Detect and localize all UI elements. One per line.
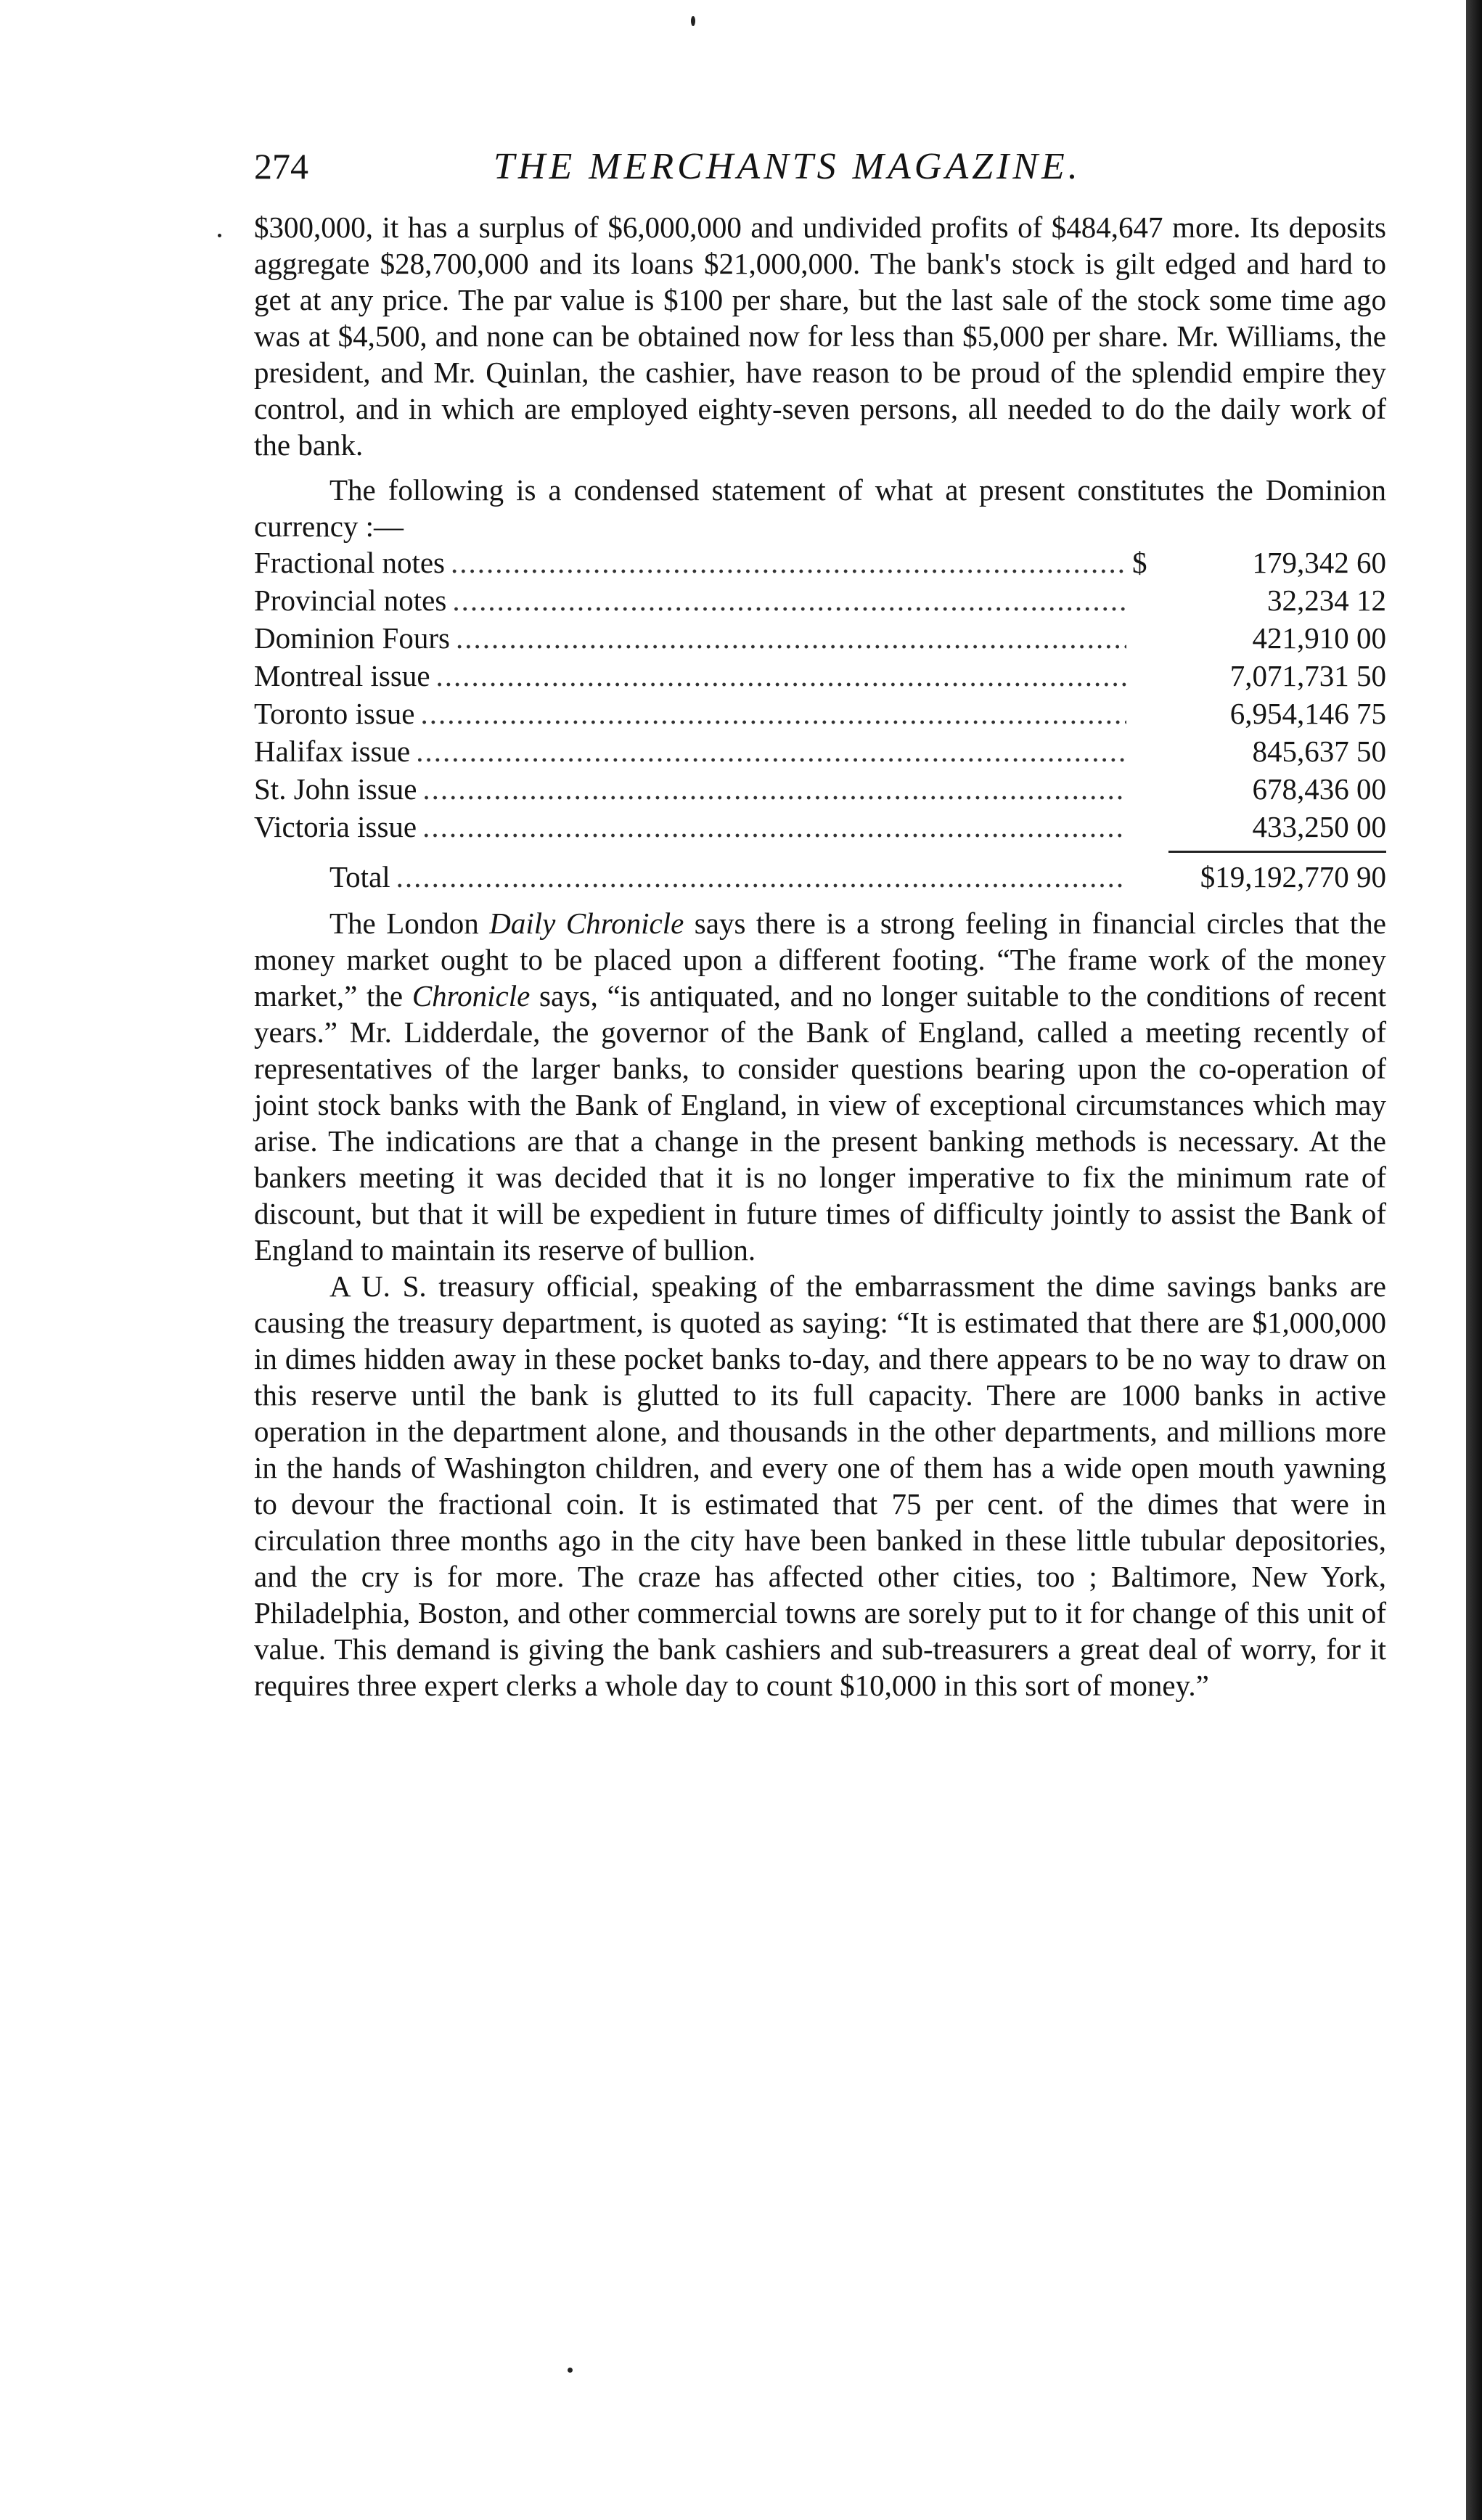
row-amount: 678,436 00 xyxy=(1252,772,1386,806)
row-amount: 179,342 60 xyxy=(1252,546,1386,579)
page-edge-shadow xyxy=(1466,0,1482,2520)
sum-rule xyxy=(1168,851,1386,853)
dot-leader xyxy=(452,582,1126,618)
dot-leader xyxy=(416,733,1126,769)
table-row xyxy=(254,809,1386,846)
row-label: Fractional notes xyxy=(254,546,446,579)
publication-name: Chronicle xyxy=(412,979,531,1012)
row-label: Toronto issue xyxy=(254,697,415,730)
dot-leader xyxy=(436,658,1126,694)
dot-leader xyxy=(422,809,1126,845)
table-row xyxy=(254,582,1386,620)
dot-leader xyxy=(422,771,1126,807)
row-label: Montreal issue xyxy=(254,659,430,692)
page-number: 274 xyxy=(254,146,308,187)
row-label: Victoria issue xyxy=(254,810,417,843)
total-amount: $19,192,770 90 xyxy=(1200,860,1386,893)
paragraph-dime-banks: A U. S. treasury official, speaking of the embarrassment the dime savings banks are causing the treasury department, is quoted as saying: “It is estimated that there are $1,000,000 in dimes hidden away in these pocket banks to-day, and there appears to be no way to draw on this reserve until the bank is glutted to its full capacity. There are 1000 banks in active operation in the department alone, and thousands in the other departments, and millions more in the hands of Washington children, and every one of them has a wide open mouth yawning to devour the fractional coin. It is estimated that 75 per cent. of the dimes that were in circulation three months ago in the city have been banked in these little tubular depositories, and the cry is for more. The craze has affected other cities, too ; Baltimore, New York, Philadelphia, Boston, and other commercial towns are sorely put to it for change of this unit of value. This demand is giving the bank cashiers and sub-treasurers a great deal of worry, for it requires three expert clerks a whole day to count $10,000 in this sort of money.” xyxy=(254,1269,1386,1702)
publication-name: Daily Chronicle xyxy=(489,907,684,940)
paragraph-bank-profile: $300,000, it has a surplus of $6,000,000 and undivided profits of $484,647 more. Its deposits aggregate $28,700,000 and its loans $21,000,000. The bank's stock is gilt edged and hard to get at any price. The par value is $100 per share, but the last sale of the stock some time ago was at $4,500, and none can be obtained now for less than $5,000 per share. Mr. Williams, the president, and Mr. Quinlan, the cashier, have reason to be proud of the splendid empire they control, and in which are employed eighty-seven persons, all needed to do the daily work of the bank. xyxy=(254,210,1386,462)
text-run: says there is a strong feeling in financial circles that the money market ought to be placed upon a different footing. “The frame work of the money market,” the xyxy=(254,907,1386,1012)
row-amount: 433,250 00 xyxy=(1252,810,1386,843)
article-body xyxy=(254,209,1386,1703)
page-header xyxy=(254,145,1386,196)
paragraph-daily-chronicle xyxy=(254,905,1386,1268)
table-row-total xyxy=(254,859,1386,896)
dot-leader xyxy=(451,544,1126,581)
table-row xyxy=(254,733,1386,771)
row-label: St. John issue xyxy=(254,772,417,806)
running-title: THE MERCHANTS MAGAZINE. xyxy=(494,146,1081,187)
row-amount: 32,234 12 xyxy=(1267,584,1386,617)
table-row xyxy=(254,695,1386,733)
margin-speck xyxy=(218,234,221,237)
currency-table xyxy=(254,544,1386,896)
paragraph-currency-intro: The following is a condensed statement of what at present constitutes the Dominion currency :— xyxy=(254,473,1386,543)
text-run: The London xyxy=(329,907,490,940)
table-row xyxy=(254,544,1386,582)
row-label: Halifax issue xyxy=(254,735,411,768)
table-row xyxy=(254,658,1386,695)
table-row xyxy=(254,771,1386,809)
table-row xyxy=(254,620,1386,658)
dot-leader xyxy=(396,859,1126,895)
dot-leader xyxy=(456,620,1126,656)
text-run: says, “is antiquated, and no longer suitable to the conditions of recent years.” Mr. Lidderdale, the governor of the Bank of England, called a meeting recently of representatives of the larger banks, to consider questions bearing upon the co-operation of joint stock banks with the Bank of England, in view of exceptional circumstances which may arise. The indications are that a change in the present banking methods is necessary. At the bankers meeting it was decided that it is no longer imperative to fix the minimum rate of discount, but that it will be expedient in future times of difficulty jointly to assist the Bank of England to maintain its reserve of bullion. xyxy=(254,979,1386,1267)
row-amount: 6,954,146 75 xyxy=(1229,697,1386,730)
top-speck xyxy=(691,16,695,26)
row-label: Provincial notes xyxy=(254,584,447,617)
bottom-speck xyxy=(568,2368,573,2373)
dollar-sign: $ xyxy=(1132,546,1147,579)
dot-leader xyxy=(420,695,1126,732)
row-amount: 7,071,731 50 xyxy=(1229,659,1386,692)
row-amount: 421,910 00 xyxy=(1252,621,1386,655)
row-amount: 845,637 50 xyxy=(1252,735,1386,768)
total-label: Total xyxy=(329,860,390,893)
row-label: Dominion Fours xyxy=(254,621,450,655)
